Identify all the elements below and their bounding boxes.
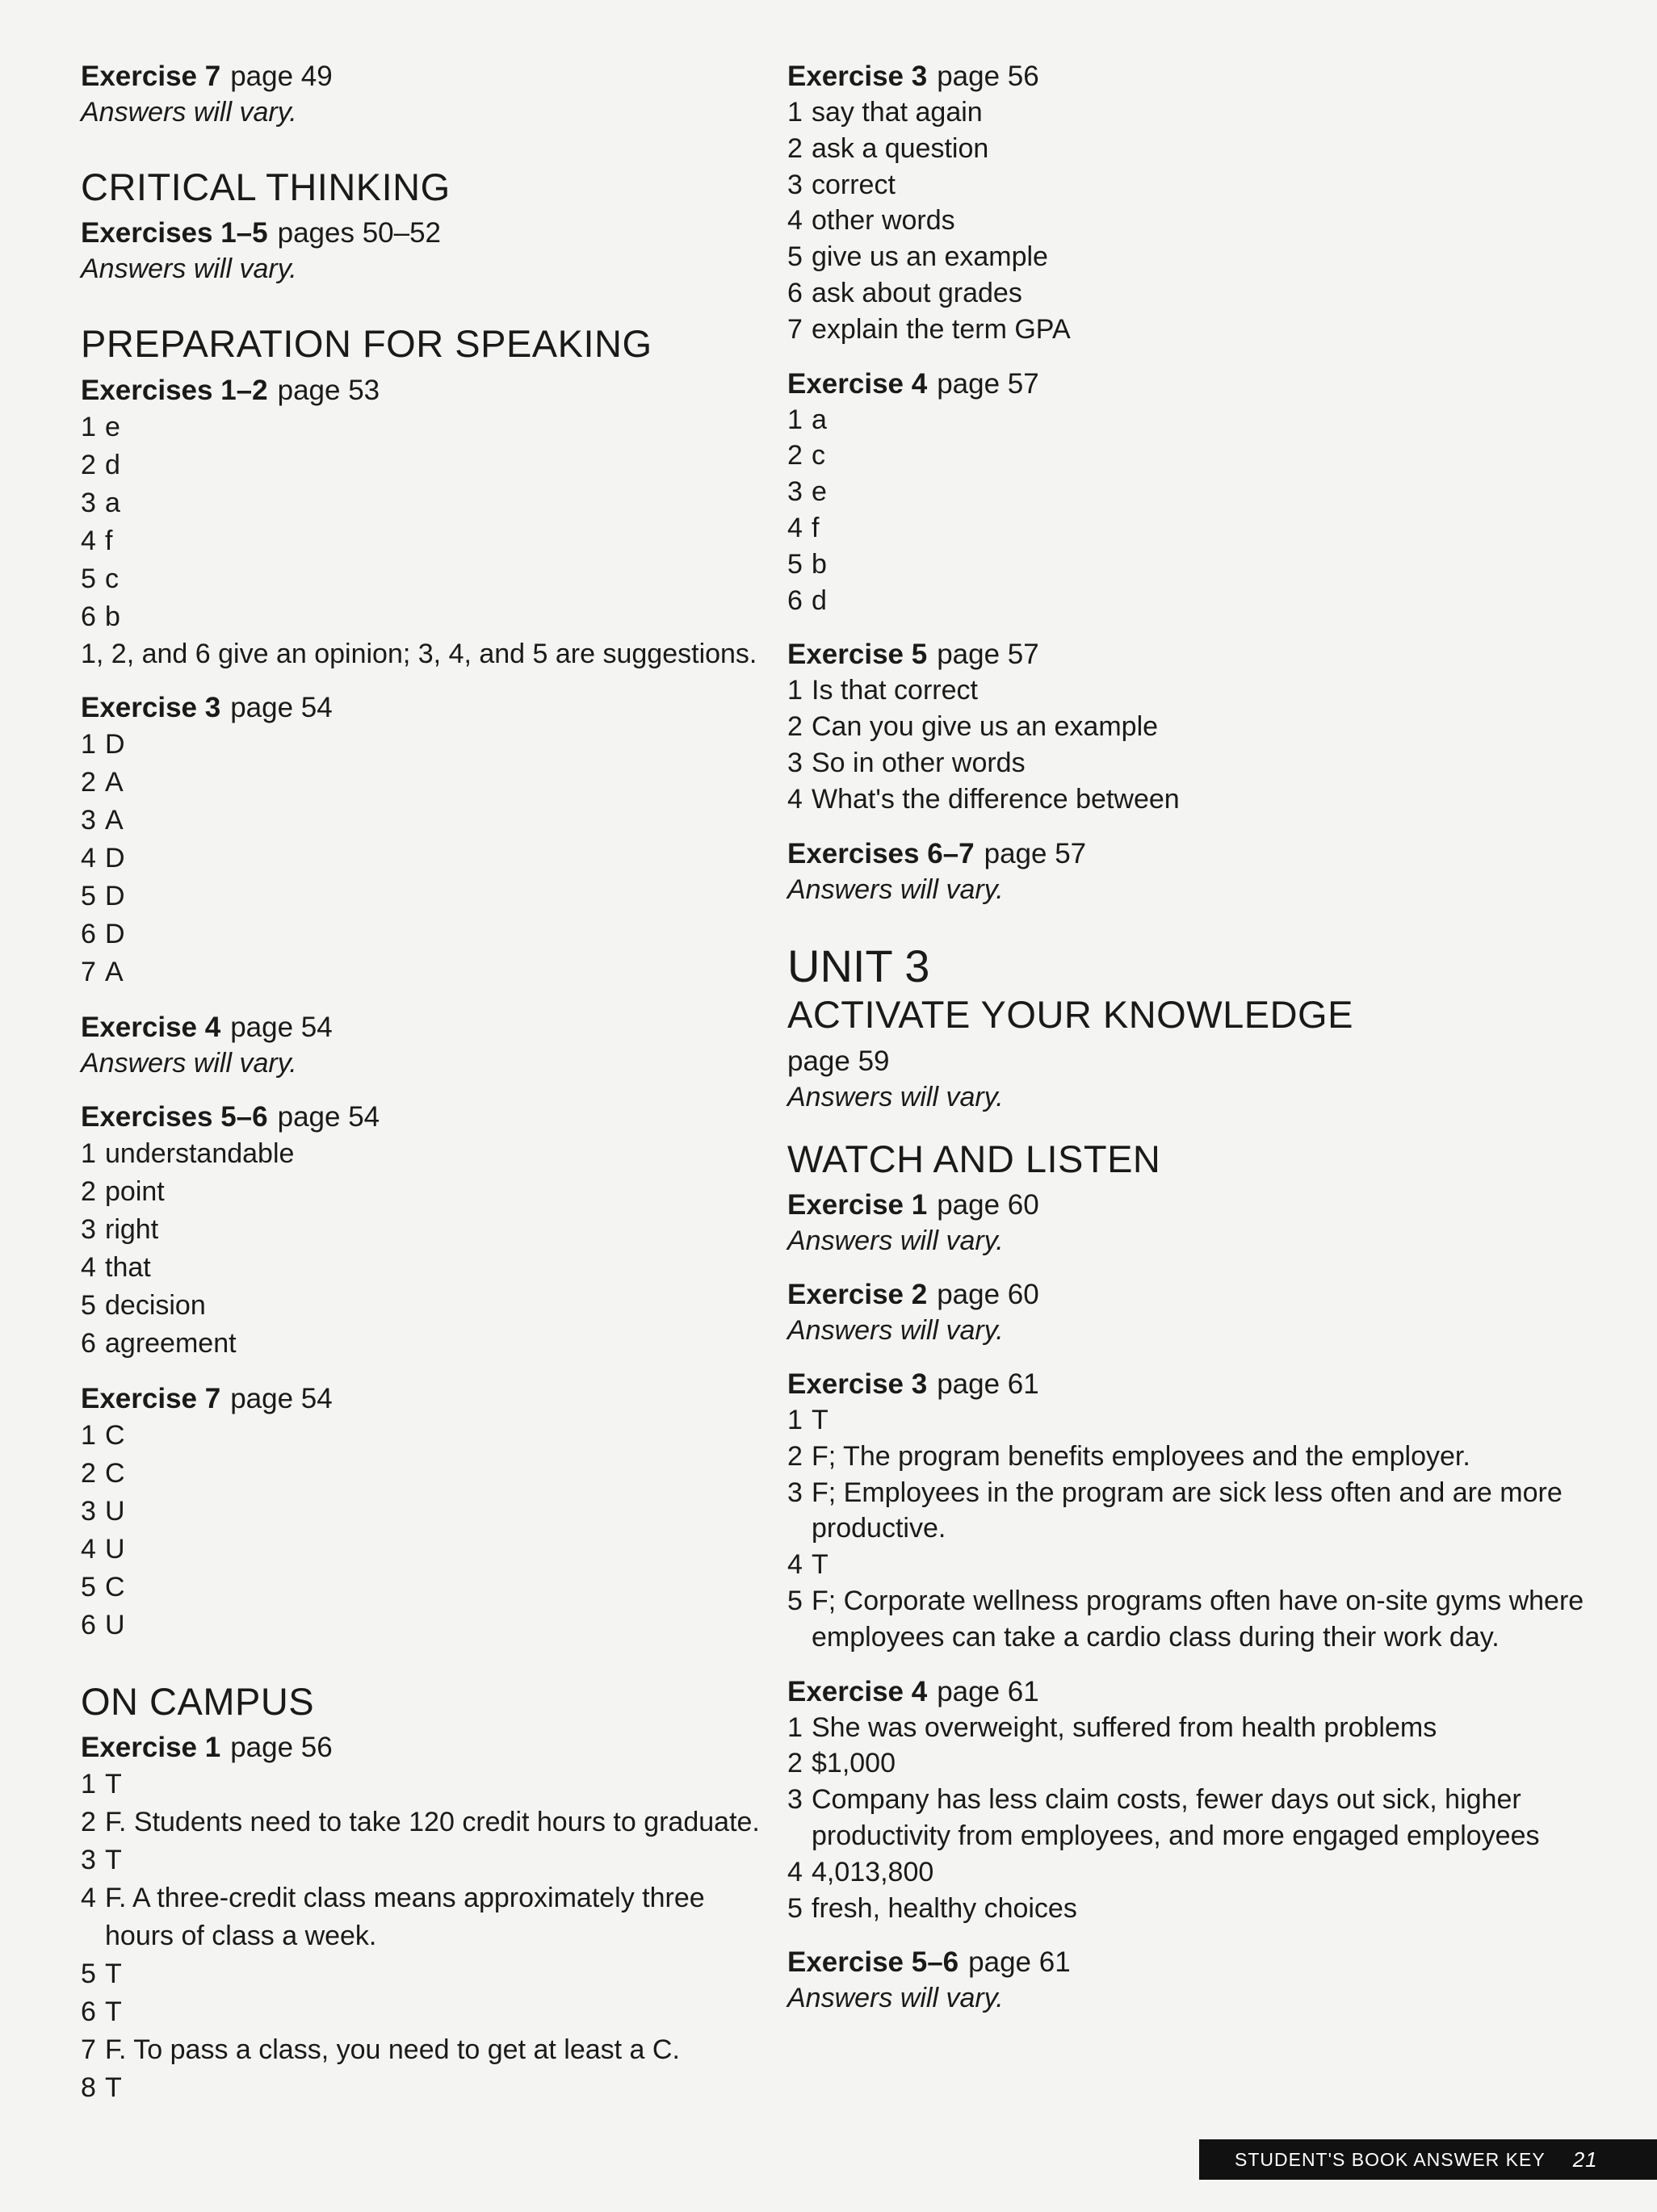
exercise-block [81, 1380, 775, 1644]
exercise-page: page 61 [968, 1946, 1071, 1979]
answer-item [787, 709, 1587, 745]
answer-item [81, 1766, 775, 1804]
answer-text: She was overweight, suffered from health problems [812, 1711, 1437, 1743]
answer-number: 2 [81, 449, 96, 480]
exercise-label: Exercise 4 [787, 367, 928, 400]
page-number: 21 [1572, 2147, 1598, 2172]
right-column [787, 58, 1587, 2016]
answer-number: 1 [81, 1419, 96, 1451]
answer-text: a [105, 487, 120, 518]
answer-number: 1 [81, 728, 96, 760]
exercise-block [787, 836, 1587, 907]
answer-number: 5 [81, 1571, 96, 1602]
answer-number: 3 [787, 476, 803, 508]
exercise-label: Exercises 1–5 [81, 217, 268, 249]
exercise-page: page 53 [277, 374, 380, 406]
answer-text: F. Students need to take 120 credit hours to graduate. [105, 1807, 760, 1838]
answer-item [81, 2031, 775, 2069]
answer-text: say that again [812, 97, 983, 128]
answer-item [787, 275, 1587, 312]
exercise-label: Exercise 5 [787, 639, 928, 671]
answer-text: correct [812, 169, 896, 200]
exercise-page: page 54 [230, 1382, 333, 1414]
answer-item [787, 1547, 1587, 1583]
answer-list [787, 94, 1587, 348]
answer-text: T [812, 1549, 828, 1581]
answer-item [81, 878, 775, 915]
answer-item [81, 1417, 775, 1455]
answer-number: 4 [787, 1856, 803, 1887]
exercise-block [787, 1674, 1587, 1927]
answer-list [81, 408, 775, 636]
answer-number: 3 [787, 1477, 803, 1508]
answer-text: D [105, 728, 125, 760]
exercise-page: page 56 [937, 61, 1039, 92]
exercise-note: Answers will vary. [81, 97, 297, 128]
answer-text: F; Employees in the program are sick less often and are more productive. [812, 1477, 1563, 1544]
answer-text: f [812, 512, 820, 543]
answer-item [787, 239, 1587, 275]
answer-number: 5 [787, 1586, 803, 1617]
answer-item [81, 1493, 775, 1531]
answer-summary: 1, 2, and 6 give an opinion; 3, 4, and 5 are suggestions. [81, 638, 757, 669]
exercise-block [787, 366, 1587, 619]
exercise-page: page 54 [230, 1011, 333, 1043]
answer-number: 1 [81, 411, 96, 442]
exercise-page: page 57 [937, 639, 1039, 671]
answer-item [787, 745, 1587, 781]
answer-number: 1 [787, 1711, 803, 1743]
exercise-block [787, 1043, 1587, 1115]
exercise-block [81, 689, 775, 991]
answer-number: 3 [81, 487, 96, 518]
exercise-page: page 56 [230, 1732, 333, 1764]
answer-text: d [105, 449, 120, 480]
answer-item [81, 408, 775, 446]
answer-item [81, 1325, 775, 1363]
exercise-label: Exercise 3 [787, 1368, 928, 1401]
answer-text: point [105, 1175, 165, 1207]
answer-number: 6 [81, 1609, 96, 1640]
answer-item [787, 167, 1587, 203]
exercise-block [787, 1187, 1587, 1259]
answer-text: T [105, 1769, 122, 1800]
answer-text: U [105, 1609, 125, 1640]
answer-number: 4 [81, 1533, 96, 1565]
answer-text: C [105, 1457, 125, 1489]
answer-number: 2 [787, 132, 803, 164]
answer-text: T [105, 1845, 122, 1876]
answer-number: 5 [81, 1959, 96, 1990]
answer-number: 1 [787, 97, 803, 128]
answer-item [81, 560, 775, 598]
answer-text: F. To pass a class, you need to get at least a C. [105, 2034, 680, 2066]
exercise-page: page 54 [230, 691, 333, 723]
exercise-note: Answers will vary. [787, 1983, 1004, 2014]
answer-item [81, 1531, 775, 1569]
answer-item [787, 474, 1587, 510]
answer-text: U [105, 1495, 125, 1527]
answer-text: explain the term GPA [812, 313, 1071, 345]
answer-item [81, 1455, 775, 1493]
section-heading-watch-and-listen: WATCH AND LISTEN [787, 1137, 1161, 1180]
answer-item [81, 1879, 775, 1955]
answer-item [787, 1745, 1587, 1782]
answer-item [81, 1287, 775, 1325]
exercise-label: Exercises 5–6 [81, 1100, 268, 1133]
answer-text: other words [812, 205, 955, 237]
answer-number: 4 [787, 512, 803, 543]
answer-number: 1 [787, 1405, 803, 1436]
answer-number: 5 [81, 880, 96, 911]
answer-number: 4 [81, 842, 96, 873]
answer-number: 4 [787, 205, 803, 237]
answer-item [81, 446, 775, 484]
answer-number: 5 [787, 1892, 803, 1924]
exercise-label: Exercise 7 [81, 61, 221, 92]
exercise-page: page 57 [984, 837, 1087, 869]
exercise-page: page 59 [787, 1045, 890, 1077]
answer-number: 2 [787, 1748, 803, 1779]
answer-number: 1 [81, 1769, 96, 1800]
answer-text: A [105, 766, 124, 798]
exercise-note: Answers will vary. [81, 1047, 297, 1079]
exercise-note: Answers will vary. [787, 1225, 1004, 1257]
exercise-block [81, 58, 775, 130]
answer-text: Can you give us an example [812, 711, 1159, 743]
answer-list [787, 1402, 1587, 1656]
exercise-note: Answers will vary. [81, 253, 297, 285]
answer-text: understandable [105, 1137, 295, 1169]
answer-text: D [105, 842, 125, 873]
exercise-label: Exercise 7 [81, 1382, 221, 1414]
section-heading-preparation-for-speaking: PREPARATION FOR SPEAKING [81, 322, 652, 366]
answer-list [81, 1417, 775, 1644]
section-heading-activate-your-knowledge: ACTIVATE YOUR KNOWLEDGE [787, 993, 1353, 1037]
answer-text: ask a question [812, 132, 989, 164]
exercise-block [787, 58, 1587, 348]
answer-number: 2 [787, 711, 803, 743]
answer-item [787, 402, 1587, 438]
unit-title: UNIT 3 [787, 940, 930, 991]
answer-text: f [105, 525, 113, 556]
section-heading-on-campus: ON CAMPUS [81, 1679, 315, 1723]
answer-item [81, 1841, 775, 1879]
exercise-page: pages 50–52 [277, 217, 442, 249]
answer-text: decision [105, 1289, 206, 1321]
answer-item [81, 953, 775, 991]
answer-text: c [812, 440, 825, 471]
exercise-page: page 60 [937, 1279, 1039, 1311]
answer-number: 1 [787, 404, 803, 435]
answer-list [787, 402, 1587, 619]
answer-text: F. A three-credit class means approximately three hours of class a week. [105, 1883, 705, 1952]
answer-item [787, 203, 1587, 239]
answer-item [81, 1249, 775, 1287]
answer-text: A [105, 804, 124, 836]
exercise-block [81, 215, 775, 287]
answer-text: F; Corporate wellness programs often have on-site gyms where employees can take a cardio class during their work day. [812, 1586, 1584, 1653]
answer-item [81, 764, 775, 802]
answer-number: 2 [787, 1440, 803, 1472]
answer-number: 2 [81, 1175, 96, 1207]
answer-number: 3 [787, 1784, 803, 1816]
answer-text: right [105, 1213, 159, 1245]
answer-item [787, 1439, 1587, 1475]
exercise-label: Exercise 1 [787, 1189, 928, 1221]
answer-number: 7 [81, 2034, 96, 2066]
answer-item [81, 1569, 775, 1607]
answer-number: 1 [81, 1137, 96, 1169]
answer-number: 5 [787, 548, 803, 580]
answer-item [787, 94, 1587, 131]
answer-text: ask about grades [812, 277, 1022, 308]
answer-text: D [105, 918, 125, 949]
answer-number: 2 [81, 1807, 96, 1838]
answer-text: T [105, 1959, 122, 1990]
answer-number: 4 [787, 783, 803, 815]
answer-list [81, 1766, 775, 2107]
answer-text: T [812, 1405, 828, 1436]
answer-text: $1,000 [812, 1748, 896, 1779]
answer-list [81, 726, 775, 991]
answer-text: Is that correct [812, 675, 978, 706]
answer-item [81, 2069, 775, 2107]
answer-number: 1 [787, 675, 803, 706]
answer-item [787, 438, 1587, 474]
answer-item [81, 840, 775, 878]
answer-number: 5 [81, 1289, 96, 1321]
answer-item [787, 547, 1587, 583]
answer-item [81, 915, 775, 953]
answer-number: 6 [787, 584, 803, 616]
answer-item [81, 598, 775, 636]
answer-text: b [812, 548, 827, 580]
answer-item [787, 1475, 1587, 1548]
answer-text: e [812, 476, 827, 508]
answer-number: 3 [81, 1495, 96, 1527]
answer-item [787, 1583, 1587, 1656]
left-column [81, 58, 775, 2107]
answer-number: 6 [787, 277, 803, 308]
answer-item [787, 781, 1587, 818]
answer-list [787, 1710, 1587, 1927]
answer-list [787, 672, 1587, 817]
answer-text: D [105, 880, 125, 911]
answer-number: 6 [81, 1996, 96, 2028]
answer-number: 5 [787, 241, 803, 273]
answer-text: give us an example [812, 241, 1048, 273]
answer-text: C [105, 1571, 125, 1602]
answer-text: So in other words [812, 747, 1026, 778]
answer-number: 3 [787, 747, 803, 778]
exercise-label: Exercises 1–2 [81, 374, 268, 406]
answer-number: 6 [81, 601, 96, 632]
answer-text: b [105, 601, 120, 632]
exercise-page: page 60 [937, 1189, 1039, 1221]
exercise-label: Exercises 6–7 [787, 837, 975, 869]
exercise-block [81, 372, 775, 672]
exercise-label: Exercise 3 [787, 61, 928, 92]
answer-number: 6 [81, 1327, 96, 1359]
answer-number: 4 [787, 1549, 803, 1581]
exercise-note: Answers will vary. [787, 873, 1004, 905]
answer-item [81, 726, 775, 764]
answer-item [81, 1135, 775, 1173]
answer-number: 4 [81, 1883, 96, 1914]
section-heading-critical-thinking: CRITICAL THINKING [81, 165, 451, 208]
answer-text: F; The program benefits employees and the employer. [812, 1440, 1470, 1472]
answer-text: What's the difference between [812, 783, 1180, 815]
answer-number: 2 [81, 766, 96, 798]
answer-text: U [105, 1533, 125, 1565]
answer-number: 4 [81, 525, 96, 556]
answer-item [81, 484, 775, 522]
exercise-block [787, 1366, 1587, 1656]
exercise-label: Exercise 3 [81, 691, 221, 723]
exercise-label: Exercise 5–6 [787, 1946, 959, 1979]
exercise-label: Exercise 4 [787, 1675, 928, 1707]
exercise-page: page 57 [937, 367, 1039, 400]
answer-number: 6 [81, 918, 96, 949]
exercise-block [787, 1276, 1587, 1348]
exercise-block [81, 1729, 775, 2107]
exercise-page: page 49 [230, 61, 333, 92]
exercise-label: Exercise 1 [81, 1732, 221, 1764]
answer-number: 3 [81, 1845, 96, 1876]
answer-text: a [812, 404, 827, 435]
exercise-label: Exercise 2 [787, 1279, 928, 1311]
answer-item [787, 131, 1587, 167]
answer-item [787, 1782, 1587, 1854]
answer-number: 4 [81, 1251, 96, 1283]
answer-item [81, 1211, 775, 1249]
exercise-page: page 54 [277, 1100, 380, 1133]
answer-item [787, 672, 1587, 709]
answer-number: 2 [81, 1457, 96, 1489]
answer-number: 2 [787, 440, 803, 471]
answer-text: T [105, 2072, 122, 2104]
answer-item [81, 1804, 775, 1841]
answer-item [81, 522, 775, 560]
answer-item [81, 1993, 775, 2031]
answer-text: Company has less claim costs, fewer days out sick, higher productivity from employees, and more engaged employees [812, 1784, 1540, 1851]
answer-text: c [105, 563, 119, 594]
footer-label: STUDENT'S BOOK ANSWER KEY [1235, 2148, 1546, 2170]
exercise-note: Answers will vary. [787, 1081, 1004, 1112]
answer-text: A [105, 956, 124, 987]
answer-number: 3 [787, 169, 803, 200]
answer-number: 7 [787, 313, 803, 345]
answer-item [787, 1402, 1587, 1439]
answer-item [787, 510, 1587, 547]
answer-text: e [105, 411, 120, 442]
exercise-block [787, 636, 1587, 817]
answer-text: T [105, 1996, 122, 2028]
answer-text: d [812, 584, 827, 616]
answer-item [81, 1173, 775, 1211]
answer-item [787, 583, 1587, 619]
answer-item [787, 1710, 1587, 1746]
answer-text: C [105, 1419, 125, 1451]
answer-text: that [105, 1251, 151, 1283]
answer-number: 7 [81, 956, 96, 987]
exercise-page: page 61 [937, 1368, 1039, 1401]
answer-text: 4,013,800 [812, 1856, 934, 1887]
exercise-block [787, 1944, 1587, 2016]
answer-number: 3 [81, 804, 96, 836]
answer-list [81, 1135, 775, 1363]
answer-number: 3 [81, 1213, 96, 1245]
answer-item [787, 1891, 1587, 1927]
answer-item [81, 802, 775, 840]
answer-item [81, 1955, 775, 1993]
exercise-label: Exercise 4 [81, 1011, 221, 1043]
footer-bar [1199, 2139, 1657, 2180]
answer-number: 5 [81, 563, 96, 594]
answer-number: 8 [81, 2072, 96, 2104]
answer-text: fresh, healthy choices [812, 1892, 1077, 1924]
exercise-page: page 61 [937, 1675, 1039, 1707]
exercise-note: Answers will vary. [787, 1315, 1004, 1347]
exercise-block [81, 1009, 775, 1081]
answer-item [81, 1607, 775, 1644]
answer-item [787, 312, 1587, 348]
answer-item [787, 1854, 1587, 1891]
answer-text: agreement [105, 1327, 237, 1359]
exercise-block [81, 1099, 775, 1363]
